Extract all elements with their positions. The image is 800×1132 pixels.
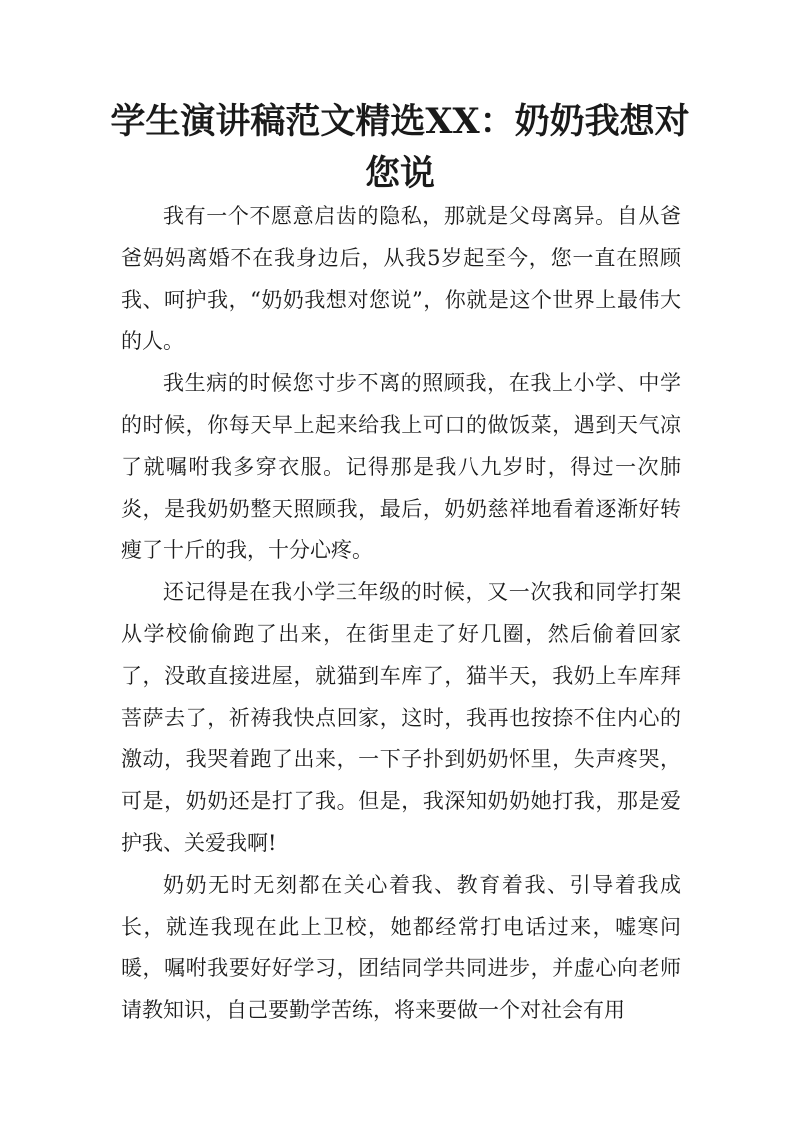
paragraph-1: 我有一个不愿意启齿的隐私，那就是父母离异。自从爸爸妈妈离婚不在我身边后，从我5岁起至今，您一直在照顾我、呵护我，“奶奶我想对您说”，你就是这个世界上最伟大的人。 bbox=[121, 204, 681, 354]
paragraph-2: 我生病的时候您寸步不离的照顾我，在我上小学、中学的时候，你每天早上起来给我上可口的做饭菜，遇到天气凉了就嘱咐我多穿衣服。记得那是我八九岁时，得过一次肺炎，是我奶奶整天照顾我，最后，奶奶慈祥地看着逐渐好转瘦了十斤的我，十分心疼。 bbox=[121, 371, 681, 563]
document-title: 学生演讲稿范文精选XX：奶奶我想对您说 bbox=[110, 101, 690, 194]
paragraph-3: 还记得是在我小学三年级的时候，又一次我和同学打架从学校偷偷跑了出来，在街里走了好几圈，然后偷着回家了，没敢直接进屋，就猫到车库了，猫半天，我奶上车库拜菩萨去了，祈祷我快点回家，这时，我再也按捺不住内心的激动，我哭着跑了出来，一下子扑到奶奶怀里，失声疼哭，可是，奶奶还是打了我。但是，我深知奶奶她打我，那是爱护我、关爱我啊! bbox=[121, 580, 681, 855]
paragraph-4: 奶奶无时无刻都在关心着我、教育着我、引导着我成长，就连我现在此上卫校，她都经常打电话过来，嘘寒问暖，嘱咐我要好好学习，团结同学共同进步，并虚心向老师请教知识，自己要勤学苦练，将来要做一个对社会有用 bbox=[121, 872, 681, 1023]
document-body bbox=[121, 196, 681, 1032]
